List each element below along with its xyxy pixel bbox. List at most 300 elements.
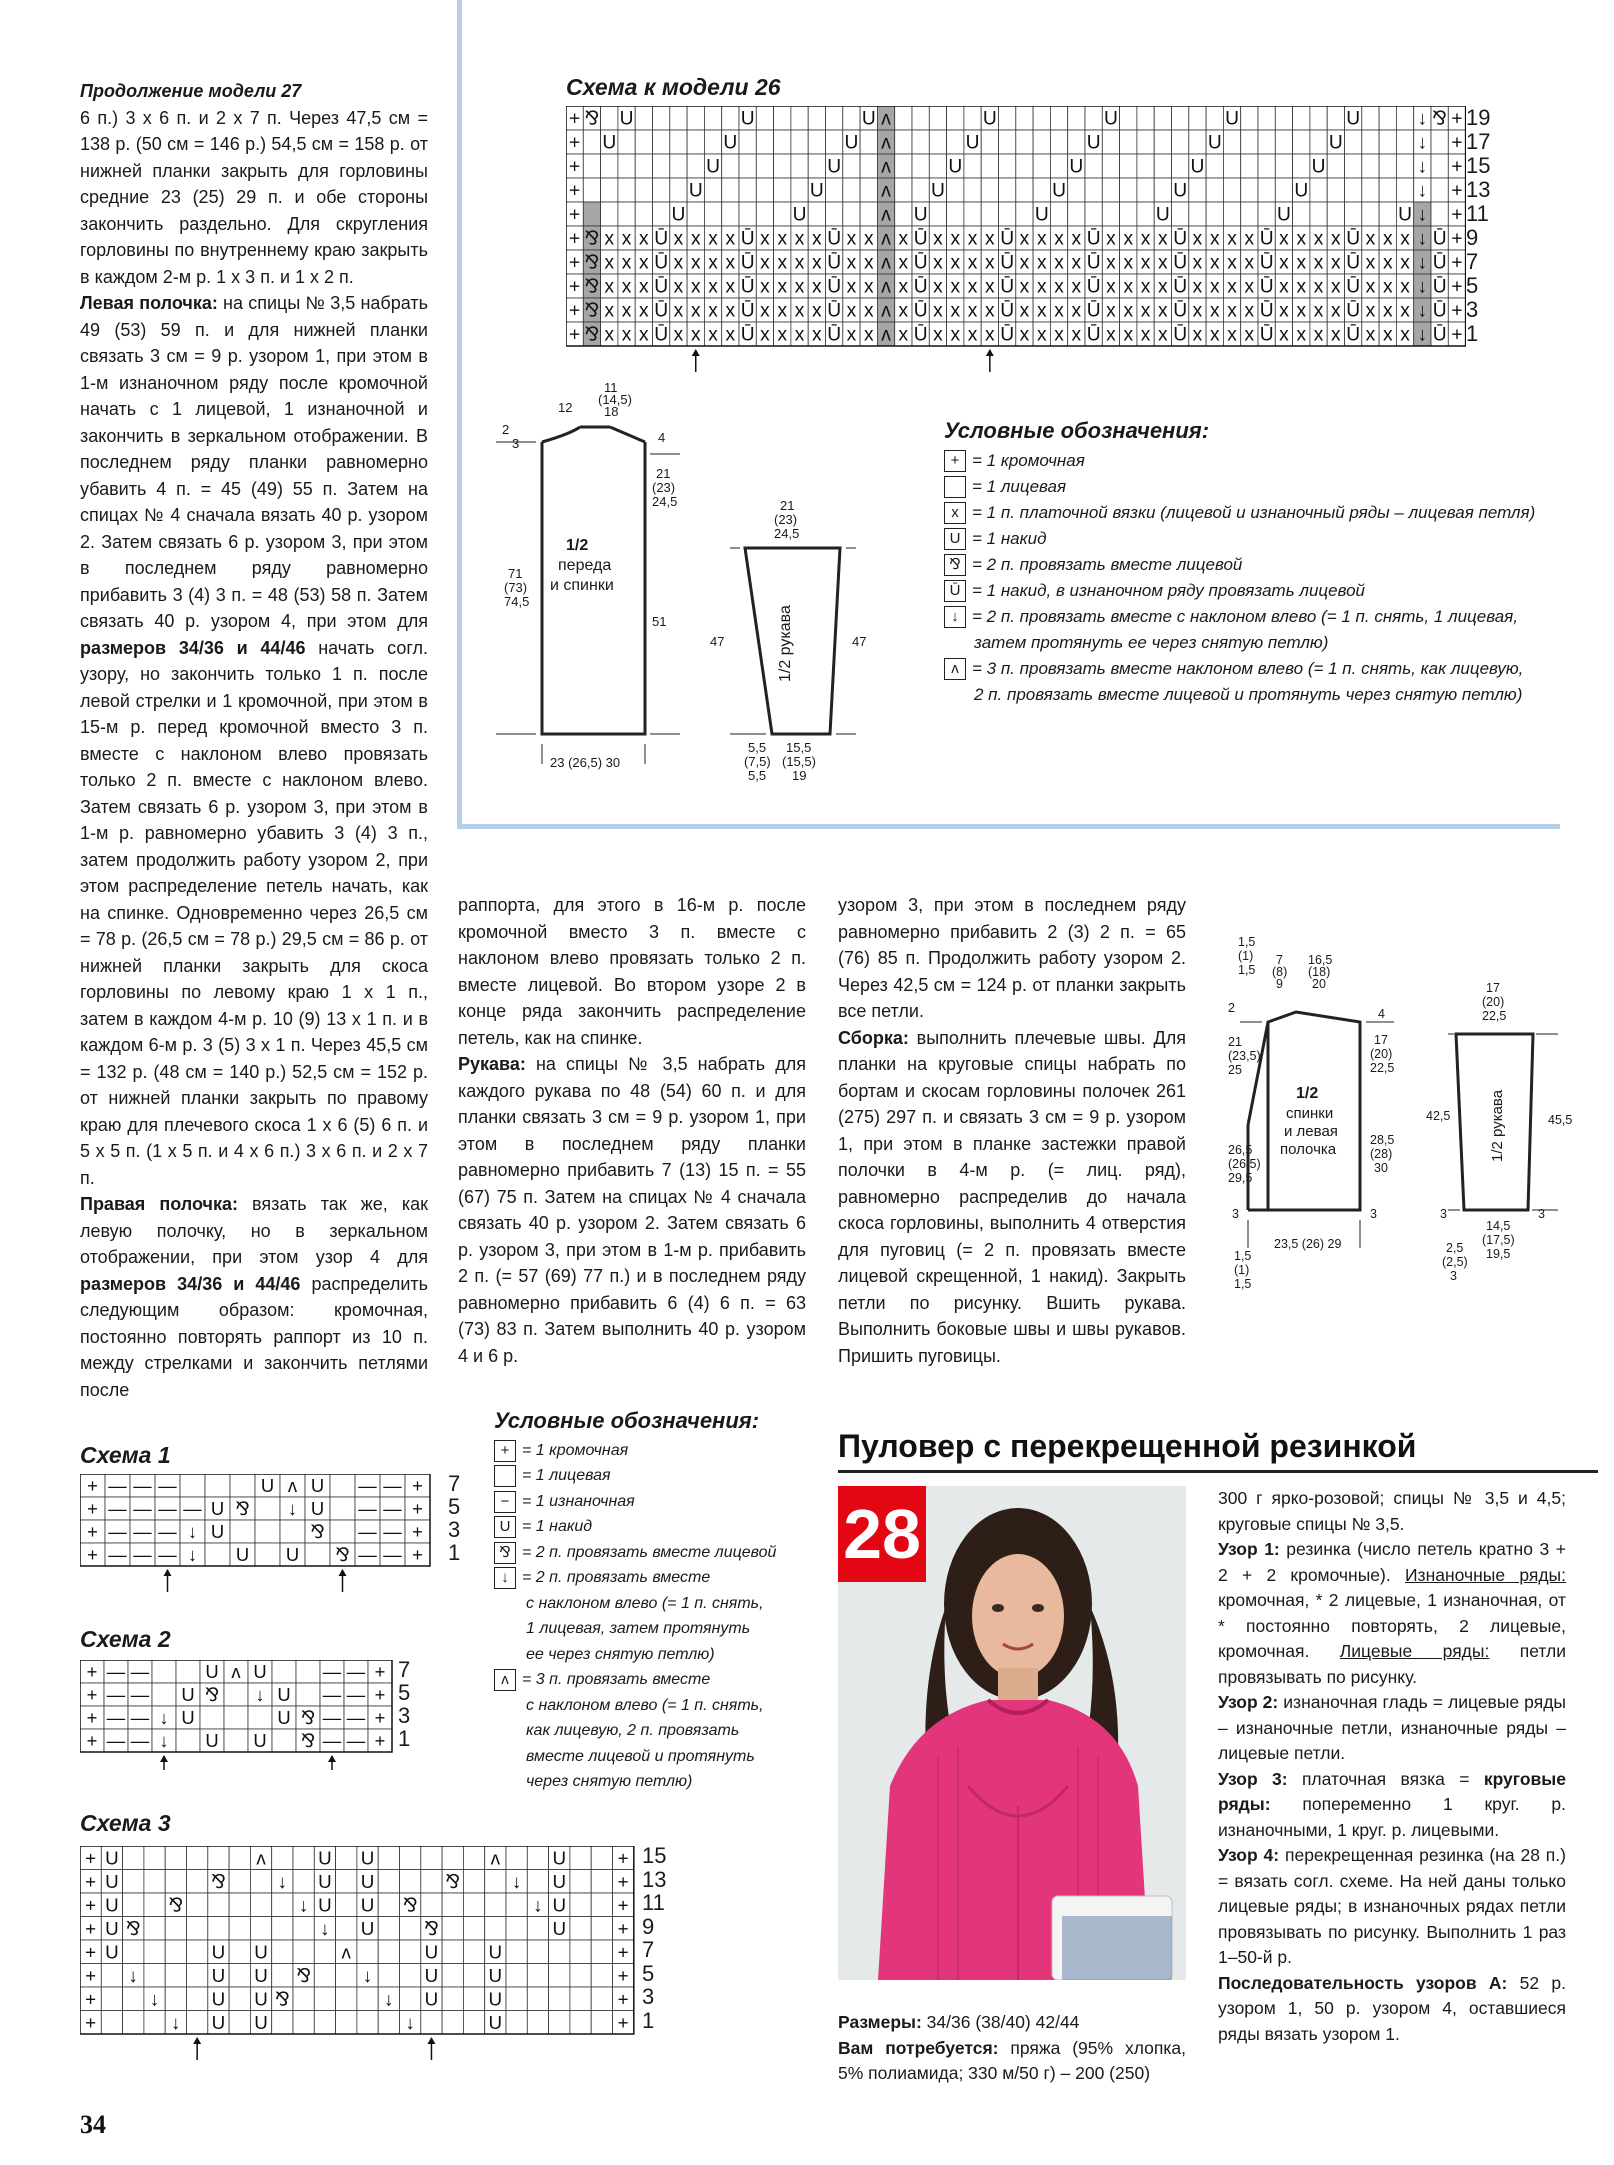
legend-item bbox=[494, 1489, 814, 1515]
svg-text:U: U bbox=[792, 204, 807, 226]
svg-text:x: x bbox=[725, 300, 736, 322]
svg-text:↓: ↓ bbox=[159, 1729, 169, 1751]
legend-item-cont bbox=[494, 1591, 814, 1617]
wrong-rows-label: Изнаночные ряды: bbox=[1404, 1564, 1566, 1585]
dim-label: 71 bbox=[508, 566, 523, 581]
pattern-2-text: изнаночная гладь = лицевые ряды – изнаночные петли, изнаночные ряды – лицевые петли. bbox=[1218, 1692, 1566, 1763]
svg-text:x: x bbox=[1071, 228, 1082, 250]
legend-item-cont bbox=[494, 1769, 814, 1795]
svg-text:U: U bbox=[310, 1497, 325, 1519]
svg-text:+: + bbox=[85, 1964, 97, 1986]
svg-text:+: + bbox=[1451, 156, 1463, 178]
dim-label: 23 (26,5) 30 bbox=[550, 755, 621, 770]
svg-text:U: U bbox=[360, 1870, 375, 1892]
svg-text:x: x bbox=[639, 228, 649, 250]
model-28-left-text bbox=[838, 2010, 1186, 2087]
legend-item-cont bbox=[494, 1693, 814, 1719]
svg-text:x: x bbox=[1331, 276, 1341, 298]
svg-text:⅋: ⅋ bbox=[584, 276, 600, 298]
materials-label: Вам потребуется: bbox=[838, 2037, 999, 2058]
model-28-right-text bbox=[1218, 1486, 1566, 2047]
svg-text:x: x bbox=[863, 276, 874, 298]
svg-text:Ū: Ū bbox=[1432, 252, 1447, 274]
svg-text:ʌ: ʌ bbox=[256, 1847, 266, 1869]
svg-text:ʌ: ʌ bbox=[881, 300, 891, 322]
model-28-photo bbox=[838, 1486, 1186, 1980]
dim-label: 17 bbox=[1486, 981, 1500, 995]
svg-text:Ū: Ū bbox=[1259, 300, 1274, 322]
svg-text:⅋: ⅋ bbox=[211, 1870, 226, 1892]
svg-text:U: U bbox=[277, 1683, 291, 1705]
svg-text:x: x bbox=[777, 324, 788, 346]
legend-text: = 1 накид bbox=[522, 1518, 593, 1535]
svg-text:x: x bbox=[1140, 252, 1151, 274]
svg-text:—: — bbox=[358, 1497, 377, 1519]
svg-text:Ū: Ū bbox=[1432, 228, 1447, 250]
dim-label: 11 bbox=[604, 380, 618, 395]
svg-text:+: + bbox=[569, 108, 581, 130]
svg-text:—: — bbox=[383, 1543, 402, 1565]
dim-label: 7 bbox=[1276, 953, 1283, 967]
svg-text:Ū: Ū bbox=[1259, 228, 1274, 250]
svg-text:x: x bbox=[708, 300, 718, 322]
dim-label: 23,5 (26) 29 bbox=[1274, 1237, 1342, 1251]
svg-text:U: U bbox=[253, 1660, 267, 1682]
svg-text:U: U bbox=[360, 1847, 375, 1869]
svg-text:Ū: Ū bbox=[913, 324, 928, 346]
sk2p-icon: ʌ bbox=[494, 1669, 516, 1691]
svg-text:x: x bbox=[967, 252, 978, 274]
sleeves-label: Рукава: bbox=[458, 1054, 526, 1074]
svg-text:+: + bbox=[87, 1474, 98, 1496]
svg-text:Ū: Ū bbox=[827, 324, 842, 346]
yarn-over-icon: U bbox=[944, 528, 966, 550]
svg-text:U: U bbox=[488, 1941, 503, 1963]
row-number: 5 bbox=[1466, 273, 1479, 298]
svg-text:x: x bbox=[846, 228, 857, 250]
column-3-text bbox=[838, 892, 1186, 1369]
dim-label: 1,5 bbox=[1234, 1277, 1252, 1291]
svg-text:↓: ↓ bbox=[533, 1894, 543, 1916]
svg-text:x: x bbox=[621, 228, 632, 250]
svg-text:U: U bbox=[488, 1988, 503, 2010]
svg-text:x: x bbox=[846, 300, 857, 322]
svg-text:—: — bbox=[106, 1706, 126, 1728]
svg-text:x: x bbox=[1209, 276, 1220, 298]
svg-text:—: — bbox=[108, 1520, 127, 1542]
svg-text:ʌ: ʌ bbox=[881, 108, 891, 130]
dim-label: (23) bbox=[652, 480, 676, 495]
svg-text:+: + bbox=[85, 1870, 97, 1892]
pattern-diagram-28 bbox=[1228, 930, 1598, 1305]
right-front-text: вязать так же, как левую полочку, но в зеркальном отображении, при этом узор 4 для bbox=[80, 1194, 428, 1267]
legend-text: затем протянуть ее через снятую петлю) bbox=[974, 633, 1329, 652]
legend-text: = 1 лицевая bbox=[972, 477, 1067, 496]
legend-item-cont bbox=[944, 630, 1584, 656]
svg-text:—: — bbox=[158, 1474, 177, 1496]
svg-text:+: + bbox=[617, 1941, 629, 1963]
svg-text:⅋: ⅋ bbox=[402, 1894, 418, 1916]
dim-label: 28,5 bbox=[1370, 1133, 1395, 1147]
body-label: и левая bbox=[1284, 1123, 1338, 1140]
svg-text:⅋: ⅋ bbox=[584, 252, 600, 274]
row-number: 15 bbox=[1466, 153, 1491, 178]
svg-text:x: x bbox=[967, 324, 978, 346]
svg-text:↓: ↓ bbox=[1417, 300, 1428, 322]
sizes-text: 34/36 (38/40) 42/44 bbox=[921, 2012, 1080, 2032]
legend-text: вместе лицевой и протянуть bbox=[526, 1747, 755, 1765]
svg-text:U: U bbox=[360, 1894, 375, 1916]
svg-text:x: x bbox=[1036, 300, 1047, 322]
svg-text:x: x bbox=[639, 252, 649, 274]
svg-text:x: x bbox=[708, 276, 718, 298]
svg-text:x: x bbox=[1019, 252, 1030, 274]
svg-text:—: — bbox=[346, 1660, 366, 1682]
svg-text:x: x bbox=[1365, 276, 1376, 298]
svg-text:+: + bbox=[86, 1683, 98, 1705]
legend-item bbox=[494, 1438, 814, 1464]
legend-text: через снятую петлю) bbox=[526, 1773, 693, 1790]
svg-text:U: U bbox=[318, 1847, 332, 1869]
svg-text:x: x bbox=[1400, 276, 1410, 298]
svg-text:Ū: Ū bbox=[654, 300, 669, 322]
svg-text:Ū: Ū bbox=[913, 228, 928, 250]
pattern-diagram-27 bbox=[490, 372, 900, 797]
svg-text:+: + bbox=[374, 1706, 386, 1728]
svg-text:x: x bbox=[1279, 252, 1289, 274]
right-sizes: размеров 34/36 и 44/46 bbox=[80, 1273, 301, 1294]
svg-text:+: + bbox=[617, 1847, 629, 1869]
svg-text:x: x bbox=[967, 276, 978, 298]
svg-text:↓: ↓ bbox=[287, 1497, 298, 1519]
dim-label: (17,5) bbox=[1482, 1233, 1515, 1247]
svg-text:—: — bbox=[358, 1543, 377, 1565]
dim-label: 24,5 bbox=[652, 494, 678, 509]
schema-2-grid bbox=[80, 1657, 450, 1775]
svg-text:x: x bbox=[673, 324, 684, 346]
svg-text:↓: ↓ bbox=[1417, 180, 1428, 202]
pattern-1-text3: петли провязывать по рисунку. bbox=[1218, 1641, 1567, 1687]
svg-text:Ū: Ū bbox=[1000, 252, 1015, 274]
row-number: 7 bbox=[1466, 249, 1479, 274]
dim-label: (14,5) bbox=[598, 392, 632, 407]
svg-text:+: + bbox=[1451, 180, 1463, 202]
garter-icon: x bbox=[944, 502, 966, 524]
svg-text:Ū: Ū bbox=[740, 228, 755, 250]
svg-text:⅋: ⅋ bbox=[584, 228, 600, 250]
row-number: 9 bbox=[1466, 225, 1479, 250]
svg-text:+: + bbox=[87, 1543, 98, 1565]
pattern-1-text2: кромочная, * 2 лицевые, 1 изнаночная, от * постоянно повторять, 2 лицевые, кромочная. bbox=[1218, 1590, 1566, 1661]
svg-text:Ū: Ū bbox=[1173, 300, 1188, 322]
dim-label: 3 bbox=[1370, 1207, 1377, 1221]
svg-text:Ū: Ū bbox=[827, 252, 842, 274]
legend-text: ее через снятую петлю) bbox=[526, 1645, 715, 1663]
svg-text:x: x bbox=[898, 276, 909, 298]
svg-text:+: + bbox=[86, 1660, 98, 1682]
body-label: спинки bbox=[1286, 1105, 1334, 1122]
svg-text:⅋: ⅋ bbox=[584, 324, 600, 346]
svg-text:Ū: Ū bbox=[654, 276, 669, 298]
svg-text:U: U bbox=[1034, 204, 1049, 226]
svg-text:Ū: Ū bbox=[740, 276, 755, 298]
svg-text:↓: ↓ bbox=[187, 1543, 198, 1565]
dim-label: 2,5 bbox=[1446, 1241, 1464, 1255]
svg-text:Ū: Ū bbox=[1000, 300, 1015, 322]
svg-text:x: x bbox=[690, 324, 701, 346]
svg-text:Ū: Ū bbox=[1086, 300, 1101, 322]
schema-26-grid bbox=[566, 106, 1466, 383]
svg-text:Ū: Ū bbox=[654, 324, 669, 346]
ssk-icon: ↓ bbox=[944, 606, 966, 628]
svg-text:Ū: Ū bbox=[654, 252, 669, 274]
svg-text:↓: ↓ bbox=[187, 1520, 198, 1542]
svg-text:U: U bbox=[688, 180, 703, 202]
svg-text:x: x bbox=[794, 276, 805, 298]
row-number: 11 bbox=[642, 1890, 665, 1915]
frame-vertical-line bbox=[457, 0, 462, 828]
svg-text:↓: ↓ bbox=[1417, 108, 1428, 130]
svg-text:x: x bbox=[760, 324, 770, 346]
sk2p-icon: ʌ bbox=[944, 658, 966, 680]
schema-2-title: Схема 2 bbox=[80, 1626, 171, 1652]
svg-text:x: x bbox=[1382, 300, 1393, 322]
svg-text:ʌ: ʌ bbox=[881, 204, 891, 226]
svg-text:x: x bbox=[1400, 252, 1410, 274]
svg-text:+: + bbox=[569, 252, 581, 274]
svg-text:x: x bbox=[933, 252, 943, 274]
svg-text:⅋: ⅋ bbox=[584, 300, 600, 322]
svg-text:x: x bbox=[621, 252, 632, 274]
svg-text:—: — bbox=[358, 1520, 377, 1542]
svg-text:x: x bbox=[1296, 300, 1307, 322]
yarn-over-icon: U bbox=[494, 1516, 516, 1538]
dim-label: 9 bbox=[1276, 977, 1283, 991]
schema-3-title: Схема 3 bbox=[80, 1810, 171, 1836]
left-front-label: Левая полочка: bbox=[80, 293, 218, 313]
svg-text:U: U bbox=[827, 156, 842, 178]
svg-text:x: x bbox=[1296, 252, 1307, 274]
legend-text: = 2 п. провязать вместе лицевой bbox=[972, 555, 1243, 574]
svg-text:x: x bbox=[604, 228, 615, 250]
svg-text:Ū: Ū bbox=[1000, 324, 1015, 346]
body-label: и спинки bbox=[550, 577, 614, 594]
svg-text:x: x bbox=[1382, 252, 1393, 274]
svg-text:⅋: ⅋ bbox=[235, 1497, 250, 1519]
pattern-3-text: платочная вязка = bbox=[1287, 1768, 1484, 1789]
svg-text:x: x bbox=[1382, 324, 1393, 346]
svg-text:x: x bbox=[1313, 300, 1324, 322]
svg-text:x: x bbox=[933, 300, 943, 322]
svg-text:x: x bbox=[604, 276, 615, 298]
dim-label: 19 bbox=[792, 768, 807, 783]
svg-text:Ū: Ū bbox=[1086, 252, 1101, 274]
legend-item-cont bbox=[494, 1642, 814, 1668]
row-number: 9 bbox=[642, 1913, 655, 1939]
left-front-text2: начать согл. узору, но закончить только 1 п. после левой стрелки и 1 кромочной, при этом в 15-м р. перед кромочной вместо 3 п. вместе с наклоном влево провязать только 2 п. вместе с наклоном влево. Затем связать 6 р. узором 3, при этом в 1-м р. равномерно убавить 3 (4) 3 п., затем продолжить работу узором 2, при этом распределение петель начать, как на спинке. Одновременно через 26,5 см = 78 р. (26,5 см = 78 р.) 29,5 см = 86 р. от нижней планки закрыть для скоса горловины по левому краю 1 х 1 п., затем в каждом 4-м р. 10 (9) 13 х 1 п. и в каждом 6-м р. 3 (5) 3 х 1 п. Через 45,5 см = 132 р. (48 см = 140 р.) 52,5 см = 152 р. от нижней планки закрыть по правому краю для плечевого скоса 1 х 6 (5) 6 п. и 5 х 5 п. (1 х 5 п. и 4 х 6 п.) 3 х 6 п. и 2 х 7 п. bbox=[80, 637, 428, 1188]
sleeve-label: 1/2 рукава bbox=[777, 605, 794, 682]
dim-label: (18) bbox=[1308, 965, 1331, 979]
svg-text:U: U bbox=[723, 132, 738, 154]
svg-text:—: — bbox=[133, 1474, 152, 1496]
svg-text:U: U bbox=[1069, 156, 1084, 178]
svg-text:+: + bbox=[85, 1941, 97, 1963]
legend-item bbox=[944, 474, 1584, 500]
svg-text:x: x bbox=[794, 300, 805, 322]
schema-1-grid bbox=[80, 1474, 450, 1619]
svg-text:x: x bbox=[812, 252, 822, 274]
svg-text:Ū: Ū bbox=[1346, 300, 1361, 322]
page-number: 34 bbox=[80, 2110, 106, 2139]
svg-text:⅋: ⅋ bbox=[204, 1683, 220, 1705]
svg-text:↓: ↓ bbox=[362, 1964, 373, 1986]
svg-text:x: x bbox=[1106, 252, 1116, 274]
svg-text:U: U bbox=[211, 2011, 226, 2033]
svg-text:U: U bbox=[552, 1917, 567, 1939]
svg-text:x: x bbox=[863, 324, 874, 346]
svg-text:Ū: Ū bbox=[913, 300, 928, 322]
svg-text:Ū: Ū bbox=[1086, 276, 1101, 298]
legend-text: как лицевую, 2 п. провязать bbox=[526, 1722, 740, 1739]
row-number: 19 bbox=[1466, 105, 1491, 130]
row-number: 13 bbox=[642, 1866, 667, 1892]
legend-item bbox=[944, 552, 1584, 578]
column-1-text bbox=[80, 78, 428, 1403]
legend-text: = 2 п. провязать вместе с наклоном влево (= 1 п. снять, 1 лицевая, bbox=[972, 607, 1518, 626]
legend-item-cont bbox=[494, 1616, 814, 1642]
dim-label: (23) bbox=[774, 512, 798, 527]
svg-text:↓: ↓ bbox=[159, 1706, 169, 1728]
legend-28-title: Условные обозначения: bbox=[494, 1408, 760, 1433]
svg-text:Ū: Ū bbox=[1000, 276, 1015, 298]
svg-text:x: x bbox=[812, 228, 822, 250]
svg-text:+: + bbox=[569, 300, 581, 322]
svg-text:+: + bbox=[617, 1964, 629, 1986]
svg-text:x: x bbox=[1158, 252, 1168, 274]
svg-text:x: x bbox=[1244, 324, 1255, 346]
svg-text:x: x bbox=[673, 276, 684, 298]
dim-label: (15,5) bbox=[782, 754, 816, 769]
svg-text:x: x bbox=[1365, 228, 1376, 250]
legend-text: = 1 п. платочной вязки (лицевой и изнаночный ряды – лицевая петля) bbox=[972, 503, 1536, 522]
svg-text:—: — bbox=[108, 1497, 127, 1519]
row-number: 3 bbox=[448, 1517, 461, 1542]
col2-text1: раппорта, для этого в 16-м р. после кромочной вместо 3 п. вместе с наклоном влево провязать только 2 п. вместе лицевой. Во втором узоре 2 в конце ряда закончить распределение петель, как на спинке. bbox=[458, 895, 806, 1048]
dim-label: 25 bbox=[1228, 1063, 1242, 1077]
svg-text:x: x bbox=[1331, 252, 1341, 274]
svg-text:x: x bbox=[1382, 228, 1393, 250]
dim-label: 74,5 bbox=[504, 594, 530, 609]
legend-text: = 2 п. провязать вместе bbox=[522, 1569, 711, 1586]
svg-text:U: U bbox=[1155, 204, 1170, 226]
svg-text:+: + bbox=[569, 156, 581, 178]
col1-text1: 6 п.) 3 х 6 п. и 2 х 7 п. Через 47,5 см = 138 р. (50 см = 146 р.) 54,5 см = 158 р. от нижней планки закрыть для горловины средние 23 (25) 29 п. и обе стороны закончить раздельно. Для скругления горловины по внутреннему краю закрыть в каждом 2-м р. 1 х 3 п. и 1 х 2 п. bbox=[80, 107, 428, 287]
svg-text:—: — bbox=[383, 1520, 402, 1542]
svg-text:x: x bbox=[846, 252, 857, 274]
svg-text:ʌ: ʌ bbox=[287, 1474, 298, 1496]
svg-text:x: x bbox=[933, 228, 943, 250]
svg-text:⅋: ⅋ bbox=[168, 1894, 184, 1916]
dim-label: 20 bbox=[1312, 977, 1326, 991]
svg-text:↓: ↓ bbox=[1417, 132, 1428, 154]
legend-item bbox=[494, 1540, 814, 1566]
svg-text:+: + bbox=[85, 1894, 97, 1916]
pattern-3-label: Узор 3: bbox=[1218, 1768, 1288, 1789]
dim-label: 4 bbox=[1378, 1007, 1385, 1021]
svg-text:—: — bbox=[383, 1497, 402, 1519]
svg-text:U: U bbox=[1086, 132, 1101, 154]
dim-label: 3 bbox=[1232, 1207, 1239, 1221]
svg-text:U: U bbox=[105, 1917, 119, 1939]
svg-text:x: x bbox=[1209, 228, 1220, 250]
left-front-text: на спицы № 3,5 набрать 49 (53) 59 п. и для нижней планки связать 3 см = 9 р. узором 1, при этом в 1-м изнаночном ряду после кромочной начать с 1 лицевой, 1 изнаночной и закончить в зеркальном отображении. В последнем ряду планки равномерно убавить 4 п. = 45 (49) 55 п. Затем на спицах № 4 сначала вязать 40 р. узором 2. Затем связать 6 р. узором 3, при этом в последнем ряду равномерно прибавить 3 (4) 3 п. = 48 (53) 58 п. Затем связать 40 р. узором 4, при этом для bbox=[80, 293, 428, 631]
svg-text:U: U bbox=[260, 1474, 275, 1496]
svg-text:Ū: Ū bbox=[1173, 276, 1188, 298]
svg-text:x: x bbox=[604, 324, 615, 346]
svg-text:x: x bbox=[760, 276, 770, 298]
row-number: 15 bbox=[642, 1843, 667, 1868]
svg-text:x: x bbox=[846, 324, 857, 346]
svg-text:x: x bbox=[1054, 300, 1064, 322]
legend-text: 1 лицевая, затем протянуть bbox=[526, 1620, 751, 1637]
svg-text:+: + bbox=[86, 1729, 98, 1751]
svg-text:x: x bbox=[604, 252, 615, 274]
svg-text:U: U bbox=[253, 1729, 267, 1751]
svg-text:x: x bbox=[708, 228, 718, 250]
svg-text:x: x bbox=[950, 276, 961, 298]
dim-label: (1) bbox=[1234, 1263, 1250, 1277]
dim-label: (28) bbox=[1370, 1147, 1393, 1161]
svg-text:—: — bbox=[130, 1660, 150, 1682]
svg-text:—: — bbox=[346, 1729, 366, 1751]
k2tog-icon: ⅋ bbox=[494, 1542, 516, 1564]
round-rows-label: круговые ряды: bbox=[1218, 1768, 1566, 1814]
schema-1-row-numbers bbox=[448, 1472, 460, 1564]
svg-text:U: U bbox=[1173, 180, 1188, 202]
svg-text:x: x bbox=[1036, 228, 1047, 250]
svg-text:U: U bbox=[552, 1847, 567, 1869]
svg-text:—: — bbox=[322, 1729, 342, 1751]
svg-text:—: — bbox=[158, 1520, 177, 1542]
body-label: переда bbox=[558, 557, 612, 574]
column-2-text bbox=[458, 892, 806, 1369]
dim-label: 12 bbox=[558, 400, 573, 415]
row-number: 1 bbox=[1466, 321, 1479, 346]
schema-26-row-numbers bbox=[1466, 106, 1490, 346]
dim-label: (20) bbox=[1370, 1047, 1393, 1061]
svg-text:Ū: Ū bbox=[1000, 228, 1015, 250]
dim-label: 2 bbox=[502, 422, 510, 437]
svg-text:U: U bbox=[205, 1729, 219, 1751]
svg-text:x: x bbox=[1227, 252, 1237, 274]
row-number: 5 bbox=[642, 1960, 655, 1986]
svg-text:U: U bbox=[424, 1988, 439, 2010]
pattern-4-text: перекрещенная резинка (на 28 п.) = вязать согл. схеме. На ней даны только лицевые ряды; в изнаночных рядах петли провязывать по рисунку. Выполнить 1 раз 1–50-й р. bbox=[1218, 1845, 1566, 1967]
svg-text:U: U bbox=[809, 180, 824, 202]
right-front-label: Правая полочка: bbox=[80, 1194, 238, 1214]
svg-text:U: U bbox=[1311, 156, 1326, 178]
dim-label: 19,5 bbox=[1486, 1247, 1511, 1261]
svg-text:U: U bbox=[552, 1894, 567, 1916]
svg-text:x: x bbox=[846, 276, 857, 298]
svg-text:U: U bbox=[1346, 108, 1361, 130]
svg-text:—: — bbox=[133, 1543, 152, 1565]
legend-text: = 1 накид, в изнаночном ряду провязать лицевой bbox=[972, 581, 1365, 600]
dim-label: 1,5 bbox=[1238, 935, 1256, 949]
legend-text: с наклоном влево (= 1 п. снять, bbox=[526, 1594, 764, 1612]
svg-text:U: U bbox=[181, 1706, 195, 1728]
row-number: 17 bbox=[1466, 129, 1491, 154]
